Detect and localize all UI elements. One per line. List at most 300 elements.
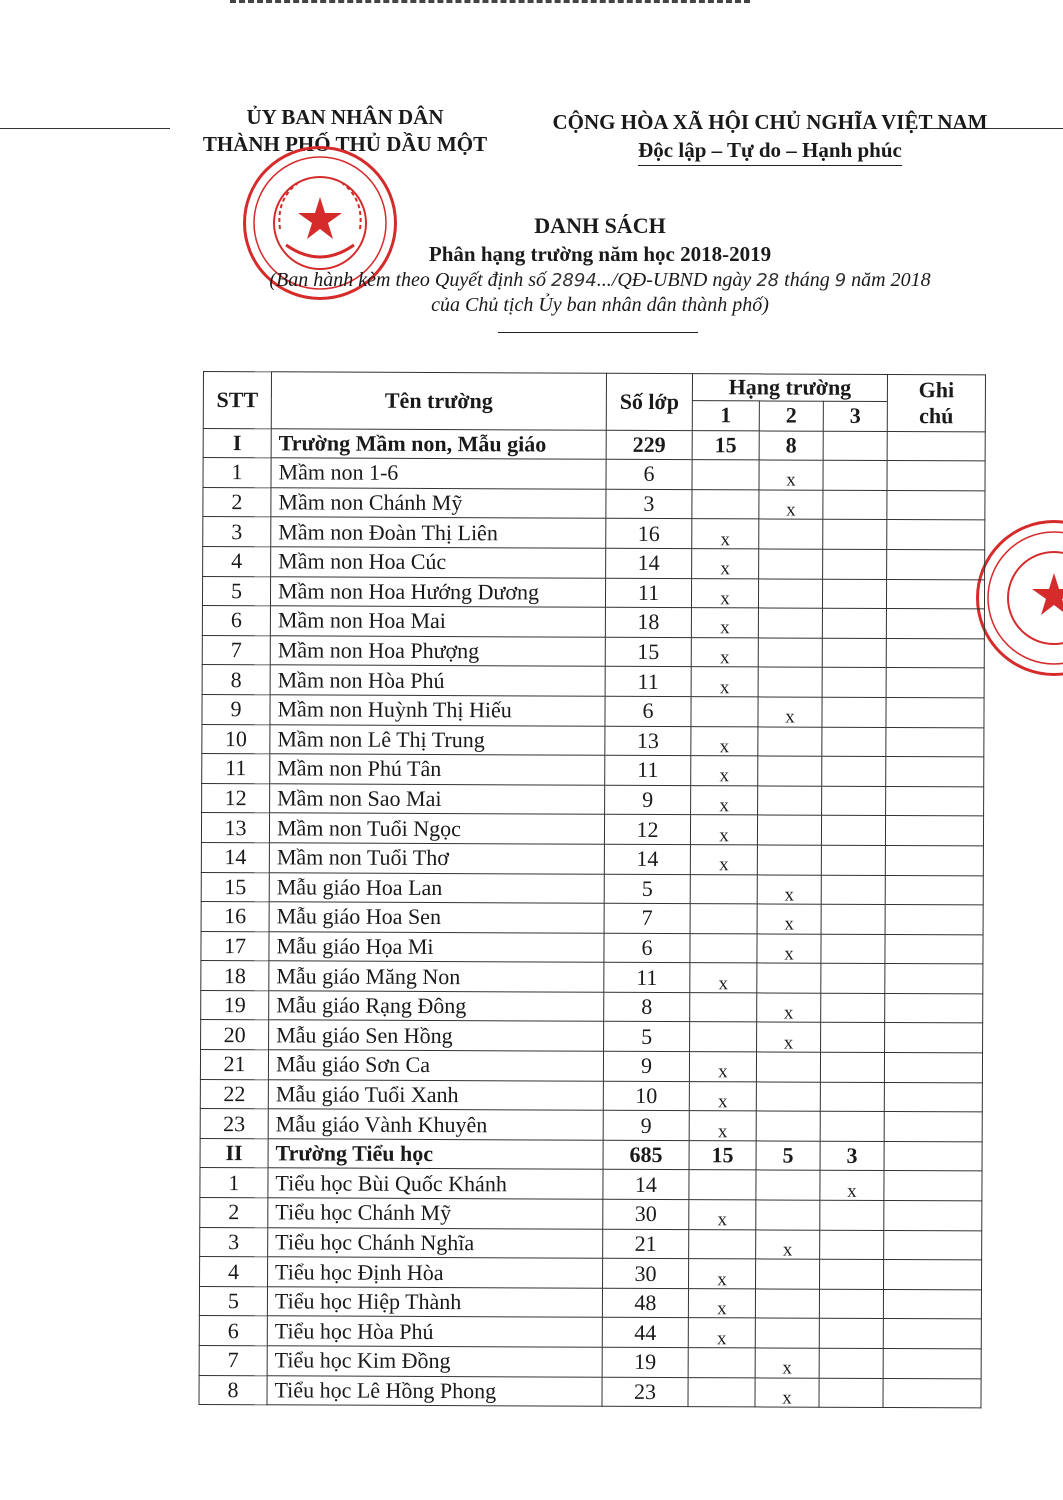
row-stt: 21 [200, 1050, 268, 1080]
row-school-name: Tiểu học Bùi Quốc Khánh [268, 1168, 603, 1199]
table-row [201, 990, 983, 1023]
row-note [883, 1319, 981, 1349]
row-classes: 5 [604, 874, 690, 904]
row-school-name: Mẫu giáo Măng Non [269, 961, 604, 992]
table-row [202, 754, 984, 787]
row-note [884, 1082, 982, 1112]
row-stt: 23 [200, 1109, 268, 1139]
row-stt: 16 [201, 902, 269, 932]
rank-mark: x [847, 1180, 857, 1202]
row-stt: 3 [200, 1227, 268, 1257]
row-rank3 [819, 1348, 883, 1378]
row-stt: 4 [200, 1257, 268, 1287]
row-rank1 [688, 1377, 755, 1407]
row-rank1 [690, 933, 757, 963]
row-rank2 [758, 608, 822, 638]
row-stt: 4 [203, 546, 271, 576]
row-rank2 [758, 697, 822, 727]
rank-mark: x [719, 647, 730, 669]
row-rank1 [690, 845, 757, 875]
table-row [200, 1109, 982, 1142]
row-classes: 11 [605, 667, 691, 697]
row-stt: 6 [199, 1316, 267, 1346]
row-note [887, 520, 985, 550]
row-rank3 [823, 549, 887, 579]
row-rank1 [691, 578, 758, 608]
rank-mark: x [786, 499, 796, 521]
row-note [886, 727, 984, 757]
row-classes: 6 [605, 696, 691, 726]
row-note [885, 905, 983, 935]
row-classes: 13 [605, 726, 691, 756]
row-school-name: Tiểu học Chánh Mỹ [268, 1198, 603, 1229]
rank-mark: x [784, 943, 794, 965]
row-school-name: Mầm non Hòa Phú [270, 665, 605, 696]
row-school-name: Mẫu giáo Sen Hồng [269, 1020, 604, 1051]
row-classes: 14 [606, 548, 692, 578]
row-rank1 [691, 785, 758, 815]
group-rank2-count: 5 [756, 1141, 820, 1171]
row-stt: 3 [203, 517, 271, 547]
row-school-name: Tiểu học Kim Đồng [267, 1346, 602, 1377]
row-stt: 8 [199, 1375, 267, 1405]
row-rank1 [692, 549, 759, 579]
rank-mark: x [784, 913, 794, 935]
rank-mark: x [719, 765, 730, 787]
group-rank1-count: 15 [692, 430, 759, 460]
row-classes: 6 [604, 933, 690, 963]
note-part-d: năm 2018 [846, 269, 931, 291]
row-rank2 [757, 993, 821, 1023]
edge-seal-stamp [976, 520, 1063, 676]
row-rank2 [757, 904, 821, 934]
row-rank2 [758, 726, 822, 756]
rank-mark: x [720, 617, 730, 639]
table-body [199, 428, 985, 1408]
col-classes-header: Số lớp [606, 373, 692, 430]
note-part-c: tháng [779, 269, 835, 291]
row-rank3 [822, 756, 886, 786]
row-school-name: Mầm non Huỳnh Thị Hiếu [270, 695, 605, 726]
row-rank2 [756, 1082, 820, 1112]
row-classes: 30 [603, 1199, 689, 1229]
group-stt: II [200, 1138, 268, 1168]
group-note [887, 431, 985, 461]
row-rank2 [756, 1230, 820, 1260]
rank-mark: x [720, 558, 730, 580]
rank-mark: x [784, 884, 795, 906]
rank-mark: x [717, 1298, 727, 1320]
table-row [200, 1079, 982, 1112]
note-header-line2: chú [919, 402, 954, 429]
table-row [201, 813, 983, 846]
national-line1: CỘNG HÒA XÃ HỘI CHỦ NGHĨA VIỆT NAM [552, 110, 988, 134]
table-row [203, 546, 985, 579]
row-note [885, 1023, 983, 1053]
rank-mark: x [716, 1327, 727, 1349]
rank-mark: x [719, 854, 729, 876]
row-stt: 7 [199, 1345, 267, 1375]
row-rank3 [821, 816, 885, 846]
group-rank2-count: 8 [759, 431, 823, 461]
row-stt: 19 [201, 990, 269, 1020]
issuer-line1: ỦY BAN NHÂN DÂN [246, 105, 444, 129]
rank-mark: x [718, 1091, 728, 1113]
row-note [886, 697, 984, 727]
table-row [202, 606, 984, 639]
rank-mark: x [719, 676, 730, 698]
row-stt: 17 [201, 931, 269, 961]
row-rank3 [820, 1082, 884, 1112]
table-row [199, 1286, 981, 1319]
row-rank3 [821, 875, 885, 905]
row-rank2 [757, 815, 821, 845]
row-note [885, 934, 983, 964]
row-classes: 18 [605, 607, 691, 637]
scan-line-left [0, 128, 170, 129]
national-motto: Độc lập – Tự do – Hạnh phúc [638, 136, 902, 166]
title-underline [498, 332, 698, 333]
row-note [886, 609, 984, 639]
decision-day: 28 [756, 270, 780, 291]
row-rank2 [757, 963, 821, 993]
group-note [884, 1141, 982, 1171]
row-rank2 [756, 1259, 820, 1289]
row-rank2 [758, 756, 822, 786]
table-row [201, 902, 983, 935]
row-school-name: Mầm non Hoa Phượng [270, 636, 605, 667]
row-stt: 11 [202, 754, 270, 784]
group-classes: 685 [603, 1140, 689, 1170]
issuer-line2: THÀNH PHỐ THỦ DẦU MỘT [202, 132, 488, 156]
row-note [886, 668, 984, 698]
row-rank1 [690, 904, 757, 934]
table-row [200, 1227, 982, 1260]
row-rank1 [688, 1288, 755, 1318]
table-row [201, 842, 983, 875]
row-rank3 [822, 727, 886, 757]
rank-mark: x [782, 1387, 792, 1409]
row-rank3 [819, 1319, 883, 1349]
row-rank2 [755, 1378, 819, 1408]
row-rank1 [689, 1170, 756, 1200]
row-stt: 5 [202, 576, 270, 606]
row-school-name: Mầm non Tuổi Ngọc [269, 813, 604, 844]
row-rank2 [757, 1022, 821, 1052]
table-row [201, 931, 983, 964]
table-row [202, 724, 984, 757]
row-rank3 [822, 697, 886, 727]
rank-mark: x [782, 1239, 793, 1261]
table-row [199, 1375, 981, 1408]
table-row [202, 694, 984, 727]
table-header-row [203, 372, 985, 402]
row-stt: 1 [200, 1168, 268, 1198]
row-note [884, 1201, 982, 1231]
row-rank1 [691, 667, 758, 697]
table-row [201, 961, 983, 994]
row-note [883, 1348, 981, 1378]
row-note [886, 757, 984, 787]
row-rank3 [822, 579, 886, 609]
table-row [199, 1316, 981, 1349]
row-classes: 15 [605, 637, 691, 667]
row-school-name: Mẫu giáo Rạng Đông [269, 991, 604, 1022]
row-rank2 [759, 490, 823, 520]
row-rank2 [759, 519, 823, 549]
row-stt: 2 [203, 487, 271, 517]
row-rank2 [759, 460, 823, 490]
row-rank1 [692, 460, 759, 490]
decision-note [180, 268, 1020, 293]
row-rank3 [821, 845, 885, 875]
note-header-line1: Ghi [918, 376, 955, 403]
row-rank1 [688, 1318, 755, 1348]
row-rank1 [690, 993, 757, 1023]
row-school-name: Tiểu học Chánh Nghĩa [268, 1227, 603, 1258]
row-rank2 [755, 1289, 819, 1319]
rank-mark: x [719, 736, 730, 758]
row-rank2 [755, 1348, 819, 1378]
row-rank1 [689, 1052, 756, 1082]
row-rank1 [691, 726, 758, 756]
row-classes: 12 [604, 815, 690, 845]
row-classes: 30 [603, 1258, 689, 1288]
table-row [203, 458, 985, 491]
row-school-name: Mầm non Hoa Cúc [271, 547, 606, 578]
rank-mark: x [717, 1209, 728, 1231]
row-school-name: Mẫu giáo Tuổi Xanh [268, 1079, 603, 1110]
row-classes: 9 [603, 1111, 689, 1141]
table-row [202, 576, 984, 609]
row-rank2 [759, 549, 823, 579]
row-rank2 [758, 638, 822, 668]
row-stt: 20 [201, 1020, 269, 1050]
table-row [202, 635, 984, 668]
rank-mark: x [785, 706, 795, 728]
row-rank2 [756, 1200, 820, 1230]
rank-mark: x [717, 1268, 727, 1290]
rank-mark: x [783, 1002, 794, 1024]
rank-mark: x [720, 588, 730, 610]
row-classes: 10 [603, 1081, 689, 1111]
row-rank3 [819, 1378, 883, 1408]
row-rank3 [821, 934, 885, 964]
row-classes: 19 [602, 1347, 688, 1377]
row-note [884, 1053, 982, 1083]
group-rank3-count [823, 431, 887, 461]
row-rank3 [821, 993, 885, 1023]
group-row [200, 1138, 982, 1171]
note-part-a: (Ban hành kèm theo Quyết định số [269, 269, 551, 291]
row-rank3 [820, 1111, 884, 1141]
row-classes: 7 [604, 903, 690, 933]
table-row [200, 1257, 982, 1290]
row-rank1 [691, 756, 758, 786]
row-classes: 14 [604, 844, 690, 874]
rank-mark: x [782, 1357, 792, 1379]
group-rank1-count: 15 [689, 1140, 756, 1170]
table-row [200, 1168, 982, 1201]
row-stt: 10 [202, 724, 270, 754]
group-stt: I [203, 428, 271, 458]
row-note [887, 549, 985, 579]
decision-number: 2894 [550, 270, 597, 291]
row-stt: 1 [203, 458, 271, 488]
row-school-name: Mẫu giáo Hoa Sen [269, 902, 604, 933]
rank-mark: x [719, 795, 729, 817]
rank-mark: x [719, 824, 729, 846]
row-stt: 15 [201, 872, 269, 902]
row-rank1 [689, 1111, 756, 1141]
row-classes: 11 [605, 578, 691, 608]
table-row [200, 1198, 982, 1231]
row-classes: 44 [602, 1318, 688, 1348]
top-dashed-edge [230, 0, 750, 3]
row-rank3 [820, 1200, 884, 1230]
row-note [883, 1260, 981, 1290]
table-row [200, 1050, 982, 1083]
row-classes: 9 [605, 785, 691, 815]
col-note-header [887, 374, 985, 431]
row-stt: 18 [201, 961, 269, 991]
row-rank2 [758, 667, 822, 697]
row-rank3 [821, 963, 885, 993]
row-school-name: Tiểu học Hòa Phú [267, 1316, 602, 1347]
col-stt-header: STT [203, 372, 271, 429]
row-rank3 [822, 786, 886, 816]
row-rank2 [757, 874, 821, 904]
row-rank3 [822, 638, 886, 668]
row-note [884, 1230, 982, 1260]
row-note [885, 845, 983, 875]
row-rank2 [756, 1170, 820, 1200]
col-rank1-header: 1 [692, 401, 759, 431]
row-stt: 12 [202, 783, 270, 813]
row-note [885, 993, 983, 1023]
decision-month: 9 [834, 270, 847, 291]
row-note [884, 1171, 982, 1201]
row-rank1 [692, 489, 759, 519]
row-classes: 8 [604, 992, 690, 1022]
row-rank3 [822, 668, 886, 698]
row-rank1 [689, 1200, 756, 1230]
row-stt: 13 [201, 813, 269, 843]
rank-mark: x [718, 1061, 728, 1083]
group-name: Trường Mầm non, Mẫu giáo [271, 428, 606, 459]
row-classes: 9 [603, 1051, 689, 1081]
row-classes: 21 [603, 1229, 689, 1259]
group-row [203, 428, 985, 461]
row-school-name: Tiểu học Định Hòa [268, 1257, 603, 1288]
row-school-name: Mẫu giáo Họa Mi [269, 931, 604, 962]
row-rank1 [690, 815, 757, 845]
row-rank2 [758, 578, 822, 608]
rank-mark: x [718, 972, 729, 994]
row-school-name: Mầm non 1-6 [271, 458, 606, 489]
row-rank3 [820, 1230, 884, 1260]
row-classes: 48 [602, 1288, 688, 1318]
row-school-name: Mẫu giáo Sơn Ca [268, 1050, 603, 1081]
row-rank2 [757, 845, 821, 875]
table-row [201, 872, 983, 905]
row-school-name: Mầm non Hoa Hướng Dương [270, 576, 605, 607]
row-note [885, 964, 983, 994]
row-stt: 8 [202, 665, 270, 695]
row-rank3 [821, 1023, 885, 1053]
row-rank3 [819, 1289, 883, 1319]
row-classes: 14 [603, 1170, 689, 1200]
row-rank2 [757, 934, 821, 964]
row-rank1 [689, 1259, 756, 1289]
document-title: DANH SÁCH [534, 213, 666, 238]
row-stt: 9 [202, 694, 270, 724]
edge-seal-emblem-icon [979, 523, 1063, 673]
decision-note-line2: của Chủ tịch Ủy ban nhân dân thành phố) [431, 294, 769, 316]
row-classes: 6 [606, 459, 692, 489]
row-note [885, 816, 983, 846]
row-school-name: Mầm non Hoa Mai [270, 606, 605, 637]
row-school-name: Mẫu giáo Vành Khuyên [268, 1109, 603, 1140]
rank-mark: x [720, 528, 731, 550]
row-note [886, 638, 984, 668]
col-rank-header: Hạng trường [692, 374, 887, 402]
row-note [886, 786, 984, 816]
row-note [884, 1112, 982, 1142]
row-classes: 23 [602, 1377, 688, 1407]
row-rank1 [689, 1081, 756, 1111]
table-row [199, 1345, 981, 1378]
row-rank1 [689, 1229, 756, 1259]
row-rank2 [758, 786, 822, 816]
group-classes: 229 [606, 430, 692, 460]
row-rank1 [690, 874, 757, 904]
row-stt: 6 [202, 606, 270, 636]
row-stt: 14 [201, 842, 269, 872]
row-note [887, 461, 985, 491]
row-rank1 [691, 637, 758, 667]
row-school-name: Mầm non Chánh Mỹ [271, 488, 606, 519]
rank-mark: x [783, 1032, 794, 1054]
row-school-name: Mẫu giáo Hoa Lan [269, 872, 604, 903]
row-rank3 [820, 1052, 884, 1082]
row-school-name: Tiểu học Lê Hồng Phong [267, 1375, 602, 1406]
row-rank1 [690, 963, 757, 993]
row-stt: 2 [200, 1198, 268, 1228]
row-rank3 [820, 1259, 884, 1289]
row-note [886, 579, 984, 609]
table-row [202, 783, 984, 816]
row-school-name: Mầm non Tuổi Thơ [269, 843, 604, 874]
row-rank2 [755, 1318, 819, 1348]
row-rank3 [823, 460, 887, 490]
row-classes: 11 [605, 755, 691, 785]
row-school-name: Tiểu học Hiệp Thành [267, 1287, 602, 1318]
row-note [887, 490, 985, 520]
row-classes: 3 [606, 489, 692, 519]
note-part-b: .../QĐ-UBND ngày [596, 269, 757, 291]
row-classes: 5 [604, 1022, 690, 1052]
row-rank3 [823, 520, 887, 550]
row-school-name: Mầm non Phú Tân [270, 754, 605, 785]
row-rank2 [756, 1052, 820, 1082]
row-rank1 [691, 697, 758, 727]
col-rank3-header: 3 [823, 401, 887, 431]
table-row [202, 665, 984, 698]
row-note [885, 875, 983, 905]
col-name-header: Tên trường [271, 372, 606, 430]
row-stt: 22 [200, 1079, 268, 1109]
